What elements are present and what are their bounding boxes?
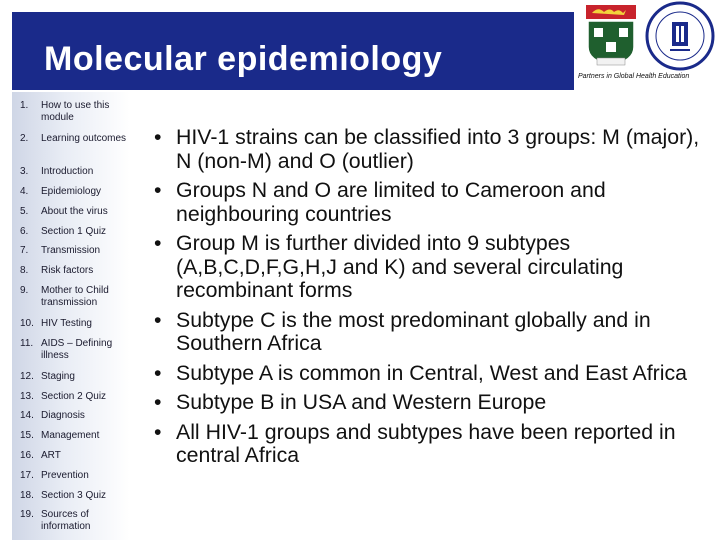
tagline: Partners in Global Health Education xyxy=(578,73,690,80)
bullet-item xyxy=(148,421,708,468)
nav-item-label: How to use this module xyxy=(41,100,110,123)
nav-item-label: Prevention xyxy=(41,470,89,481)
bullet-text: Subtype A is common in Central, West and East Africa xyxy=(176,360,687,385)
nav-item-label: Section 3 Quiz xyxy=(41,490,107,501)
bullet-item xyxy=(148,309,708,356)
nav-item-number: 12. xyxy=(20,371,34,382)
bullet-item xyxy=(148,362,708,386)
bullet-dot: • xyxy=(154,419,162,444)
bullet-text: Subtype C is the most predominant globally and in Southern Africa xyxy=(176,307,651,355)
bullet-item xyxy=(148,391,708,415)
slide-content xyxy=(148,126,708,474)
nav-item-label: HIV Testing xyxy=(41,318,92,329)
nav-item-label: Transmission xyxy=(41,245,101,256)
nav-item-label: Risk factors xyxy=(41,265,94,276)
bullet-text: Subtype B in USA and Western Europe xyxy=(176,390,547,414)
nav-item-label: ART xyxy=(41,450,61,461)
nav-item-number: 5. xyxy=(20,206,29,217)
nav-item-number: 16. xyxy=(20,450,34,461)
nav-item-number: 11. xyxy=(20,338,34,349)
nav-item-number: 14. xyxy=(20,410,34,421)
nav-item-number: 3. xyxy=(20,166,29,177)
title-bar xyxy=(12,12,574,90)
nav-item-number: 4. xyxy=(20,186,29,197)
bullet-list xyxy=(148,126,708,468)
college-of-medicine-seal xyxy=(647,3,713,69)
nav-item-label: About the virus xyxy=(41,206,108,217)
nav-item-number: 15. xyxy=(20,430,34,441)
bullet-text: Groups N and O are limited to Cameroon and neighbouring countries xyxy=(176,178,606,226)
bullet-dot: • xyxy=(154,307,162,332)
nav-item-label: Diagnosis xyxy=(41,410,85,421)
nav-item-number: 19. xyxy=(20,509,34,520)
bullet-text: HIV-1 strains can be classified into 3 groups: M (major), N (non-M) and O (outlier) xyxy=(176,125,700,173)
nav-item-number: 8. xyxy=(20,265,29,276)
bullet-text: Group M is further divided into 9 subtypes (A,B,C,D,F,G,H,J and K) and several circulating recombinant forms xyxy=(176,231,624,302)
slide-title: Molecular epidemiology xyxy=(44,40,443,78)
bullet-dot: • xyxy=(154,390,162,414)
nav-item-number: 17. xyxy=(20,470,34,481)
nav-item-label: Learning outcomes xyxy=(41,133,127,144)
nav-item-label: Management xyxy=(41,430,100,441)
bullet-item xyxy=(148,179,708,226)
bullet-dot: • xyxy=(154,125,162,149)
nav-item-label: Introduction xyxy=(41,166,94,177)
nav-item-number: 10. xyxy=(20,318,34,329)
nav-item-label: Section 2 Quiz xyxy=(41,391,107,402)
nav-item-number: 2. xyxy=(20,133,29,144)
sidebar xyxy=(12,92,130,540)
nav-item-number: 7. xyxy=(20,245,29,256)
nav-item-label: Section 1 Quiz xyxy=(41,226,107,237)
bullet-dot: • xyxy=(154,231,162,255)
nav-item-label: AIDS – Defining illness xyxy=(41,338,113,361)
nav-item-number: 18. xyxy=(20,490,34,501)
nav-item-label: Mother to Child transmission xyxy=(41,285,109,308)
bullet-text: All HIV-1 groups and subtypes have been reported in central Africa xyxy=(176,419,676,467)
nav-item-number: 6. xyxy=(20,226,29,237)
university-crest-logo xyxy=(586,5,636,65)
bullet-item xyxy=(148,232,708,303)
bullet-dot: • xyxy=(154,178,162,202)
nav-item-label: Staging xyxy=(41,371,75,382)
nav-item-number: 9. xyxy=(20,285,29,296)
nav-item-number: 13. xyxy=(20,391,34,402)
nav-item-label: Sources of information xyxy=(41,509,91,532)
nav-item-number: 1. xyxy=(20,100,29,111)
nav-item-label: Epidemiology xyxy=(41,186,102,197)
bullet-dot: • xyxy=(154,360,162,385)
bullet-item xyxy=(148,126,708,173)
